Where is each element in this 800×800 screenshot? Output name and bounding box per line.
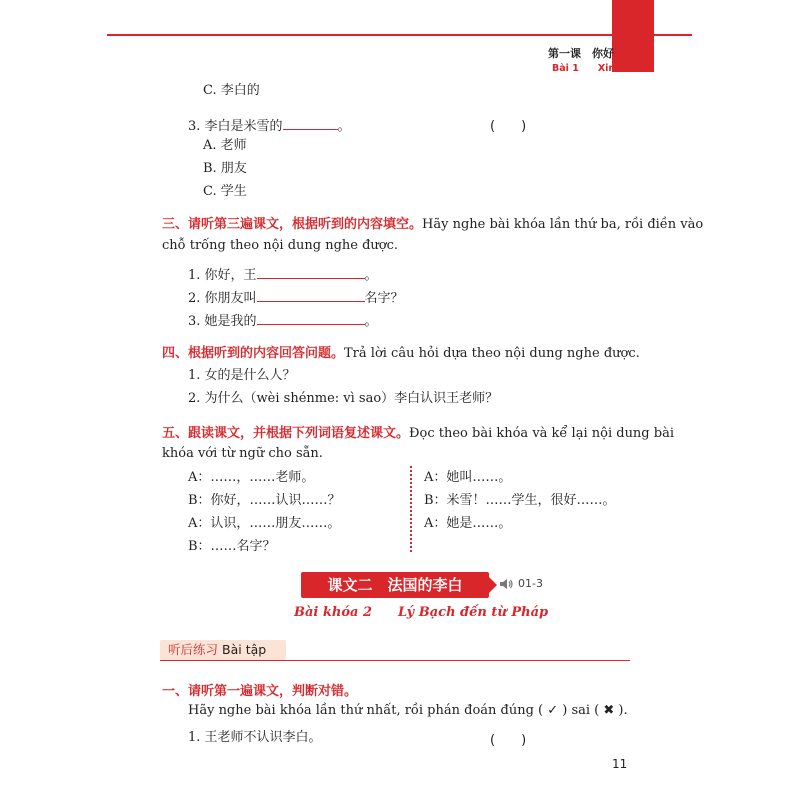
section-3-title-cn: 三、请听第三遍课文，根据听到的内容填空。 [162, 217, 423, 232]
fill-item-1-text: 1. 你好，王 [188, 268, 257, 283]
answer-paren[interactable]: ( ) [490, 733, 527, 748]
speaker-icon[interactable] [500, 578, 514, 590]
dialog-line-left: A：……，……老师。 [188, 470, 315, 485]
audio-code: 01-3 [518, 577, 543, 590]
exercise-question-1: 1. 王老师不认识李白。 [188, 730, 322, 745]
dialog-line-left: B：……名字？ [188, 539, 276, 554]
question-item: 1. 女的是什么人？ [188, 368, 296, 383]
fill-blank[interactable] [257, 265, 365, 279]
fill-item-2-text: 2. 你朋友叫 [188, 291, 257, 306]
option-b: B. 朋友 [203, 161, 247, 176]
dialog-line-right: A：她是……。 [424, 516, 512, 531]
answer-paren[interactable]: ( ) [490, 119, 527, 134]
fill-blank[interactable] [257, 288, 365, 302]
header-rule [107, 34, 692, 36]
fill-item-1-end: 。 [364, 268, 378, 283]
option-c: C. 学生 [203, 184, 247, 199]
fill-blank[interactable] [257, 311, 365, 325]
exercise-section-1-heading [162, 680, 357, 699]
fill-item-2 [188, 288, 404, 307]
page-number: 11 [612, 757, 628, 771]
section-3-title-vi: Hãy nghe bài khóa lần thứ ba, rồi điền vào [422, 217, 704, 232]
dialog-line-left: A：认识，……朋友……。 [188, 516, 341, 531]
section-5-heading-cont: khóa với từ ngữ cho sẵn. [162, 446, 323, 461]
section-4-title-cn: 四、根据听到的内容回答问题。 [162, 346, 345, 361]
dialog-line-left: B：你好，……认识……？ [188, 493, 341, 508]
section-4-title-vi: Trả lời câu hỏi dựa theo nội dung nghe được. [344, 346, 640, 361]
exercise-section-1-title: 一、请听第一遍课文，判断对错。 [162, 684, 358, 699]
dialog-line-right: B：米雪！……学生，很好……。 [424, 493, 616, 508]
exercise-instruction: Hãy nghe bài khóa lần thứ nhất, rồi phán đoán đúng ( ✓ ) sai ( ✖ ). [188, 703, 628, 718]
answer-blank[interactable] [283, 116, 338, 130]
fill-item-1 [188, 265, 378, 284]
exercise-tab-vi: Bài tập [222, 642, 267, 657]
fill-item-3-text: 3. 她是我的 [188, 314, 257, 329]
lesson-2-subtitle: Bài khóa 2 Lý Bạch đến từ Pháp [294, 605, 549, 620]
option-a: A. 老师 [203, 138, 247, 153]
question-3-end: 。 [337, 119, 351, 134]
fill-item-3-end: 。 [364, 314, 378, 329]
fill-item-2-end: 名字？ [364, 291, 404, 306]
question-item: 2. 为什么（wèi shénme: vì sao）李白认识王老师？ [188, 391, 499, 406]
fill-item-3 [188, 311, 378, 330]
audio-track[interactable] [500, 577, 543, 590]
option-c-previous: C. 李白的 [203, 83, 260, 98]
section-5-title-cn: 五、跟读课文，并根据下列词语复述课文。 [162, 426, 410, 441]
dialog-line-right: A：她叫……。 [424, 470, 512, 485]
lesson-title-cn: 第一课 你好 [548, 47, 614, 60]
column-divider [410, 466, 412, 552]
section-3-heading-cont: chỗ trống theo nội dung nghe được. [162, 238, 399, 253]
exercise-tab-cn: 听后练习 [168, 642, 219, 657]
section-4-heading [162, 342, 640, 361]
exercise-tab [160, 640, 286, 660]
section-5-heading [162, 422, 674, 441]
lesson-2-banner: 课文二 法国的李白 [301, 572, 489, 598]
question-3-text: 3. 李白是米雪的 [188, 119, 283, 134]
question-3 [188, 116, 351, 135]
section-5-title-vi: Đọc theo bài khóa và kể lại nội dung bài [409, 426, 674, 441]
section-3-heading [162, 213, 703, 232]
exercise-rule [160, 660, 630, 661]
lesson-title-vi: Bài 1 Xin chào [552, 63, 644, 74]
